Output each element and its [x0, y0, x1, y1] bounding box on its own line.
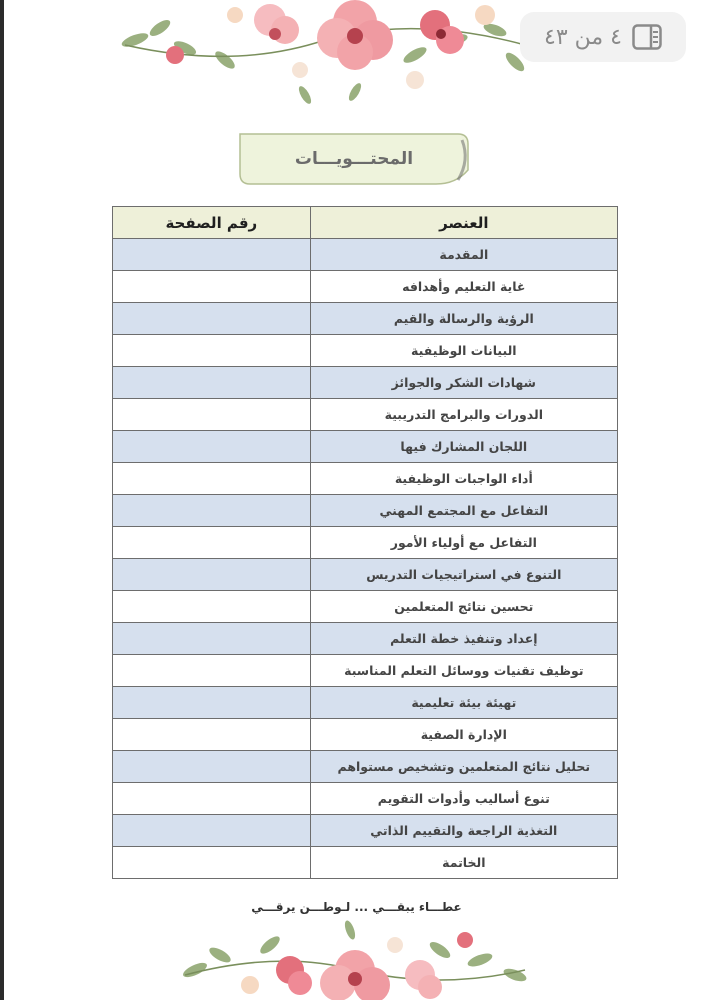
row-page-number	[113, 847, 311, 879]
contents-table	[112, 206, 618, 879]
row-item-name: أداء الواجبات الوظيفية	[310, 463, 617, 495]
table-row	[113, 655, 618, 687]
table-row	[113, 239, 618, 271]
row-page-number	[113, 463, 311, 495]
footer-motto: عطـــاء يبقـــي ... لـوطـــن يرقـــي	[251, 900, 462, 914]
row-item-name: البيانات الوظيفية	[310, 335, 617, 367]
page-column-header: رقم الصفحة	[113, 207, 311, 239]
row-page-number	[113, 335, 311, 367]
table-row	[113, 559, 618, 591]
table-header-row	[113, 207, 618, 239]
table-row	[113, 591, 618, 623]
table-row	[113, 847, 618, 879]
row-page-number	[113, 815, 311, 847]
book-icon	[632, 24, 662, 50]
row-page-number	[113, 431, 311, 463]
row-item-name: شهادات الشكر والجوائز	[310, 367, 617, 399]
row-page-number	[113, 687, 311, 719]
row-page-number	[113, 559, 311, 591]
table-row	[113, 783, 618, 815]
row-page-number	[113, 591, 311, 623]
page-title: المحتـــويـــات	[294, 149, 414, 169]
row-page-number	[113, 399, 311, 431]
table-row	[113, 335, 618, 367]
row-page-number	[113, 271, 311, 303]
page-counter-label: ٤ من ٤٣	[544, 24, 622, 50]
floral-decoration-top	[115, 0, 535, 120]
row-page-number	[113, 495, 311, 527]
row-item-name: الدورات والبرامج التدريبية	[310, 399, 617, 431]
contents-title-banner	[236, 130, 472, 188]
row-item-name: التفاعل مع المجتمع المهني	[310, 495, 617, 527]
row-item-name: توظيف تقنيات ووسائل التعلم المناسبة	[310, 655, 617, 687]
row-page-number	[113, 367, 311, 399]
table-row	[113, 431, 618, 463]
row-item-name: التغذية الراجعة والتقييم الذاتي	[310, 815, 617, 847]
row-item-name: اللجان المشارك فيها	[310, 431, 617, 463]
row-item-name: الخاتمة	[310, 847, 617, 879]
row-page-number	[113, 783, 311, 815]
row-item-name: المقدمة	[310, 239, 617, 271]
table-row	[113, 751, 618, 783]
row-item-name: الرؤية والرسالة والقيم	[310, 303, 617, 335]
item-column-header: العنصر	[310, 207, 617, 239]
table-row	[113, 623, 618, 655]
table-row	[113, 815, 618, 847]
row-item-name: إعداد وتنفيذ خطة التعلم	[310, 623, 617, 655]
row-item-name: غاية التعليم وأهدافه	[310, 271, 617, 303]
row-page-number	[113, 719, 311, 751]
row-item-name: التنوع في استراتيجيات التدريس	[310, 559, 617, 591]
table-row	[113, 495, 618, 527]
table-row	[113, 367, 618, 399]
table-row	[113, 527, 618, 559]
row-item-name: تهيئة بيئة تعليمية	[310, 687, 617, 719]
table-row	[113, 463, 618, 495]
row-item-name: التفاعل مع أولياء الأمور	[310, 527, 617, 559]
table-row	[113, 271, 618, 303]
row-page-number	[113, 751, 311, 783]
table-row	[113, 399, 618, 431]
table-body	[113, 239, 618, 879]
table-row	[113, 687, 618, 719]
table-row	[113, 719, 618, 751]
row-item-name: تحليل نتائج المتعلمين وتشخيص مستواهم	[310, 751, 617, 783]
table-row	[113, 303, 618, 335]
row-page-number	[113, 239, 311, 271]
row-item-name: الإدارة الصفية	[310, 719, 617, 751]
row-page-number	[113, 655, 311, 687]
row-item-name: تحسين نتائج المتعلمين	[310, 591, 617, 623]
page-counter-badge[interactable]	[520, 12, 686, 62]
page-left-edge	[0, 0, 4, 1000]
row-item-name: تنوع أساليب وأدوات التقويم	[310, 783, 617, 815]
floral-decoration-bottom	[180, 915, 530, 1000]
row-page-number	[113, 623, 311, 655]
row-page-number	[113, 303, 311, 335]
row-page-number	[113, 527, 311, 559]
